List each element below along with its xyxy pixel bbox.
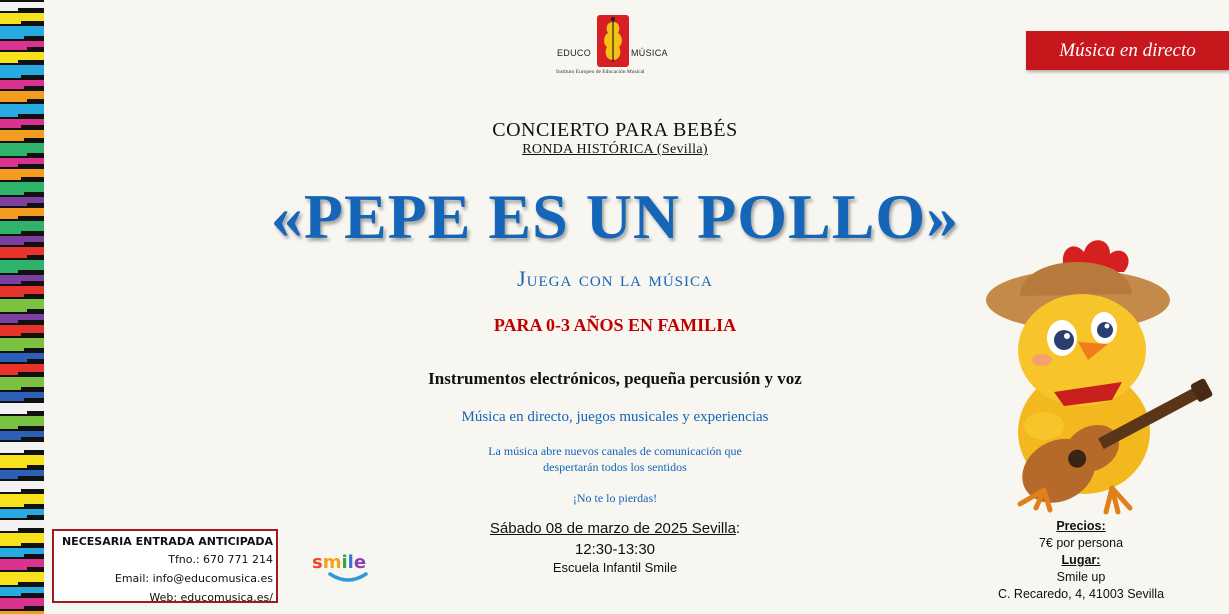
piano-black-key	[24, 606, 44, 611]
price-value: 7€ por persona	[1038, 536, 1124, 550]
piano-black-key	[27, 99, 44, 104]
date-colon: :	[735, 520, 741, 537]
event-title: «PEPE ES UN POLLO»	[270, 181, 960, 252]
contact-email[interactable]: Email: info@educomusica.es	[114, 572, 273, 585]
prices-location-block	[978, 518, 1184, 603]
piano-black-key	[27, 515, 44, 520]
piano-black-key	[21, 593, 44, 598]
contact-box	[52, 529, 278, 603]
dont-miss-line: ¡No te lo pierdas!	[572, 491, 658, 505]
piano-black-key	[24, 192, 44, 197]
piano-black-key	[18, 60, 44, 65]
venue-line	[240, 142, 990, 158]
piano-black-key	[18, 426, 44, 431]
piano-black-key	[21, 21, 44, 26]
piano-black-key	[18, 528, 44, 533]
piano-black-key	[24, 138, 44, 143]
message-line-2: despertarán todos los sentidos	[543, 460, 687, 474]
piano-black-key	[18, 320, 44, 325]
instruments-line: Instrumentos electrónicos, pequeña percusión y voz	[428, 369, 802, 388]
prices-heading: Precios:	[1056, 519, 1106, 533]
smile-logo	[310, 548, 390, 586]
piano-black-key	[18, 8, 44, 13]
piano-black-key	[21, 543, 44, 548]
chick-with-guitar-illustration	[980, 232, 1225, 522]
piano-black-key	[18, 216, 44, 221]
venue-text: RONDA HISTÓRICA (Sevilla)	[522, 142, 708, 157]
piano-black-key	[27, 359, 44, 364]
piano-keys-decoration	[0, 0, 44, 614]
piano-black-key	[18, 582, 44, 587]
logo-right-text: MÚSICA	[631, 48, 668, 58]
time-line: 12:30-13:30	[574, 541, 656, 558]
piano-black-key	[24, 242, 44, 247]
location-heading: Lugar:	[1061, 553, 1101, 567]
piano-black-key	[18, 270, 44, 275]
piano-black-key	[24, 398, 44, 403]
piano-black-key	[18, 164, 44, 169]
piano-black-key	[27, 309, 44, 314]
piano-black-key	[21, 125, 44, 130]
event-subtitle: Juega con la música	[517, 266, 713, 291]
piano-black-key	[21, 75, 44, 80]
piano-black-key	[27, 567, 44, 572]
contact-header: NECESARIA ENTRADA ANTICIPADA	[61, 535, 273, 548]
piano-black-key	[21, 387, 44, 392]
contact-phone[interactable]: Tfno.: 670 771 214	[168, 553, 273, 566]
piano-black-key	[21, 333, 44, 338]
piano-black-key	[27, 411, 44, 416]
age-range: PARA 0-3 AÑOS EN FAMILIA	[493, 315, 737, 335]
piano-black-key	[18, 114, 44, 119]
location-address: C. Recaredo, 4, 41003 Sevilla	[997, 587, 1165, 601]
live-music-line: Música en directo, juegos musicales y experiencias	[461, 409, 769, 425]
violin-logo-icon	[596, 14, 630, 68]
piano-black-key	[27, 47, 44, 52]
contact-web[interactable]: Web: educomusica.es/	[149, 591, 273, 604]
location-name: Smile up	[1056, 570, 1106, 584]
school-line: Escuela Infantil Smile	[552, 560, 678, 575]
piano-black-key	[24, 294, 44, 299]
smile-curve-icon	[330, 574, 366, 580]
date-text: Sábado 08 de marzo de 2025 Sevilla	[489, 520, 736, 537]
piano-black-key	[27, 255, 44, 260]
piano-black-key	[24, 554, 44, 559]
logo-left-text: EDUCO	[557, 48, 592, 58]
educomusica-logo	[548, 12, 678, 80]
piano-black-key	[24, 348, 44, 353]
piano-black-key	[21, 437, 44, 442]
piano-black-key	[18, 372, 44, 377]
logo-subtitle: Instituto Europeo de Educación Musical	[556, 69, 645, 75]
date-line	[240, 520, 990, 537]
piano-black-key	[27, 465, 44, 470]
piano-black-key	[21, 177, 44, 182]
piano-black-key	[18, 476, 44, 481]
piano-black-key	[27, 203, 44, 208]
piano-black-key	[24, 36, 44, 41]
piano-black-key	[27, 153, 44, 158]
piano-black-key	[24, 450, 44, 455]
message-line-1: La música abre nuevos canales de comunicación que	[488, 444, 742, 458]
piano-black-key	[21, 281, 44, 286]
piano-black-key	[21, 231, 44, 236]
message-block	[240, 443, 990, 475]
smile-logo-text: smile	[312, 552, 367, 573]
piano-black-key	[24, 504, 44, 509]
live-music-badge: Música en directo	[1026, 31, 1229, 70]
piano-black-key	[24, 86, 44, 91]
piano-black-key	[21, 489, 44, 494]
concert-heading: CONCIERTO PARA BEBÉS	[492, 119, 738, 141]
